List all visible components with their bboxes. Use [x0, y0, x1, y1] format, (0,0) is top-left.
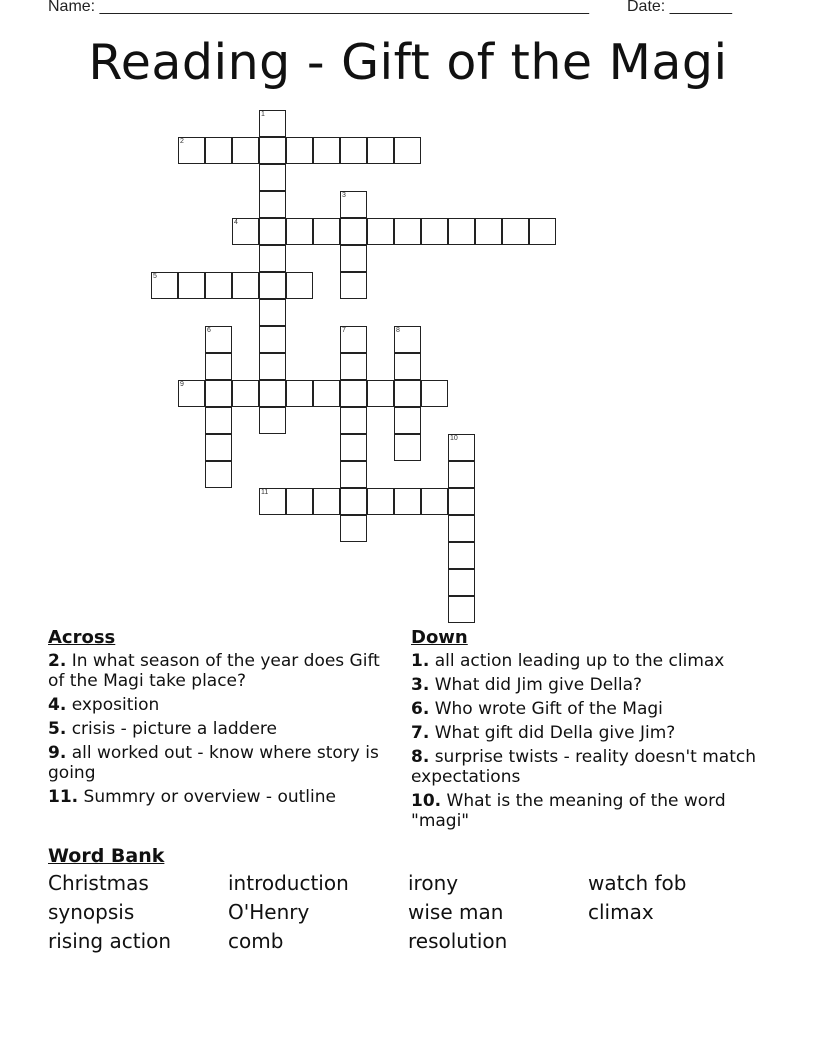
- grid-cell[interactable]: [340, 137, 367, 164]
- clue-number: 5: [153, 273, 157, 280]
- grid-cell[interactable]: [394, 407, 421, 434]
- grid-cell[interactable]: [259, 407, 286, 434]
- clue-text: surprise twists - reality doesn't match expectations: [411, 747, 757, 787]
- grid-cell[interactable]: [205, 434, 232, 461]
- clue-text: Summry or overview - outline: [78, 787, 336, 807]
- grid-cell[interactable]: [340, 326, 367, 353]
- clue-text: What gift did Della give Jim?: [429, 723, 676, 743]
- grid-cell[interactable]: [448, 515, 475, 542]
- clue-number: 10: [450, 435, 458, 442]
- word-bank-item: introduction: [228, 871, 349, 895]
- name-field-label[interactable]: Name: _______________________________________________________: [48, 0, 589, 15]
- page-title: Reading - Gift of the Magi: [88, 34, 728, 91]
- grid-cell[interactable]: [448, 569, 475, 596]
- grid-cell[interactable]: [313, 488, 340, 515]
- word-bank-item: resolution: [408, 929, 508, 953]
- down-clues: [411, 628, 771, 835]
- clue-text: In what season of the year does Gift of the Magi take place?: [48, 651, 380, 691]
- date-field-label[interactable]: Date: _______: [627, 0, 732, 15]
- grid-cell[interactable]: [178, 380, 205, 407]
- grid-cell[interactable]: [367, 488, 394, 515]
- down-clue: [411, 747, 771, 787]
- across-heading: Across: [48, 627, 116, 648]
- down-heading: Down: [411, 627, 468, 648]
- clue-number: 9: [180, 381, 184, 388]
- grid-cell[interactable]: [394, 218, 421, 245]
- grid-cell[interactable]: [448, 434, 475, 461]
- clue-text: all action leading up to the climax: [429, 651, 725, 671]
- clue-number: 10.: [411, 791, 442, 811]
- word-bank-item: synopsis: [48, 900, 135, 924]
- grid-cell[interactable]: [448, 461, 475, 488]
- clue-number: 1: [261, 111, 265, 118]
- grid-cell[interactable]: [205, 137, 232, 164]
- grid-cell[interactable]: [232, 137, 259, 164]
- grid-cell[interactable]: [259, 164, 286, 191]
- clue-number: 4: [234, 219, 238, 226]
- grid-cell[interactable]: [340, 461, 367, 488]
- clue-text: What is the meaning of the word "magi": [411, 791, 726, 831]
- grid-cell[interactable]: [340, 488, 367, 515]
- grid-cell[interactable]: [178, 137, 205, 164]
- grid-cell[interactable]: [259, 218, 286, 245]
- across-clues: [48, 628, 388, 811]
- grid-cell[interactable]: [367, 137, 394, 164]
- clue-number: 9.: [48, 743, 67, 763]
- grid-cell[interactable]: [286, 218, 313, 245]
- word-bank-item: Christmas: [48, 871, 149, 895]
- grid-cell[interactable]: [340, 380, 367, 407]
- grid-cell[interactable]: [394, 380, 421, 407]
- word-bank-item: watch fob: [588, 871, 687, 895]
- grid-cell[interactable]: [394, 137, 421, 164]
- grid-cell[interactable]: [205, 461, 232, 488]
- word-bank: [48, 845, 768, 953]
- word-bank-item: irony: [408, 871, 459, 895]
- across-clue-list: [48, 651, 388, 807]
- grid-cell[interactable]: [205, 272, 232, 299]
- clue-text: Who wrote Gift of the Magi: [429, 699, 663, 719]
- grid-cell[interactable]: [421, 380, 448, 407]
- grid-cell[interactable]: [313, 137, 340, 164]
- grid-cell[interactable]: [448, 542, 475, 569]
- clue-number: 2: [180, 138, 184, 145]
- grid-cell[interactable]: [421, 218, 448, 245]
- grid-cell[interactable]: [448, 488, 475, 515]
- clue-number: 8.: [411, 747, 430, 767]
- down-clue-list: [411, 651, 771, 831]
- clue-number: 8: [396, 327, 400, 334]
- grid-cell[interactable]: [394, 488, 421, 515]
- across-clue: [48, 719, 388, 739]
- grid-cell[interactable]: [205, 326, 232, 353]
- word-bank-item: climax: [588, 900, 654, 924]
- grid-cell[interactable]: [448, 596, 475, 623]
- grid-cell[interactable]: [232, 218, 259, 245]
- across-clue: [48, 651, 388, 691]
- grid-cell[interactable]: [178, 272, 205, 299]
- grid-cell[interactable]: [313, 218, 340, 245]
- grid-cell[interactable]: [340, 407, 367, 434]
- word-bank-item: comb: [228, 929, 284, 953]
- grid-cell[interactable]: [367, 380, 394, 407]
- grid-cell[interactable]: [340, 245, 367, 272]
- grid-cell[interactable]: [340, 218, 367, 245]
- word-bank-item: wise man: [408, 900, 504, 924]
- down-clue: [411, 651, 771, 671]
- clue-number: 6.: [411, 699, 430, 719]
- clue-number: 5.: [48, 719, 67, 739]
- grid-cell[interactable]: [340, 434, 367, 461]
- grid-cell[interactable]: [259, 110, 286, 137]
- clue-number: 1.: [411, 651, 430, 671]
- clue-text: all worked out - know where story is going: [48, 743, 379, 783]
- grid-cell[interactable]: [151, 272, 178, 299]
- grid-cell[interactable]: [205, 380, 232, 407]
- grid-cell[interactable]: [367, 218, 394, 245]
- clue-number: 3: [342, 192, 346, 199]
- word-bank-item: rising action: [48, 929, 172, 953]
- down-clue: [411, 723, 771, 743]
- word-bank-item: O'Henry: [228, 900, 310, 924]
- clue-number: 7: [342, 327, 346, 334]
- grid-cell[interactable]: [475, 218, 502, 245]
- grid-cell[interactable]: [259, 326, 286, 353]
- clue-number: 4.: [48, 695, 67, 715]
- down-clue: [411, 791, 771, 831]
- grid-cell[interactable]: [259, 299, 286, 326]
- grid-cell[interactable]: [259, 245, 286, 272]
- clue-number: 11: [261, 489, 269, 496]
- grid-cell[interactable]: [340, 353, 367, 380]
- clue-text: crisis - picture a laddere: [66, 719, 277, 739]
- grid-cell[interactable]: [340, 191, 367, 218]
- grid-cell[interactable]: [340, 272, 367, 299]
- word-bank-list: [48, 871, 768, 953]
- clue-number: 11.: [48, 787, 79, 807]
- grid-cell[interactable]: [529, 218, 556, 245]
- grid-cell[interactable]: [205, 353, 232, 380]
- grid-cell[interactable]: [394, 326, 421, 353]
- grid-cell[interactable]: [286, 380, 313, 407]
- grid-cell[interactable]: [286, 137, 313, 164]
- down-clue: [411, 675, 771, 695]
- clue-number: 7.: [411, 723, 430, 743]
- grid-cell[interactable]: [313, 380, 340, 407]
- across-clue: [48, 787, 388, 807]
- grid-cell[interactable]: [502, 218, 529, 245]
- clue-text: What did Jim give Della?: [429, 675, 643, 695]
- down-clue: [411, 699, 771, 719]
- clue-number: 3.: [411, 675, 430, 695]
- grid-cell[interactable]: [259, 353, 286, 380]
- grid-cell[interactable]: [259, 191, 286, 218]
- grid-cell[interactable]: [259, 272, 286, 299]
- grid-cell[interactable]: [286, 488, 313, 515]
- grid-cell[interactable]: [232, 380, 259, 407]
- grid-cell[interactable]: [340, 515, 367, 542]
- grid-cell[interactable]: [205, 407, 232, 434]
- grid-cell[interactable]: [421, 488, 448, 515]
- grid-cell[interactable]: [259, 380, 286, 407]
- grid-cell[interactable]: [232, 272, 259, 299]
- grid-cell[interactable]: [259, 488, 286, 515]
- grid-cell[interactable]: [448, 218, 475, 245]
- word-bank-heading: Word Bank: [48, 845, 165, 867]
- grid-cell[interactable]: [394, 353, 421, 380]
- clue-number: 6: [207, 327, 211, 334]
- clue-text: exposition: [66, 695, 160, 715]
- across-clue: [48, 695, 388, 715]
- grid-cell[interactable]: [259, 137, 286, 164]
- clue-number: 2.: [48, 651, 67, 671]
- grid-cell[interactable]: [286, 272, 313, 299]
- grid-cell[interactable]: [394, 434, 421, 461]
- across-clue: [48, 743, 388, 783]
